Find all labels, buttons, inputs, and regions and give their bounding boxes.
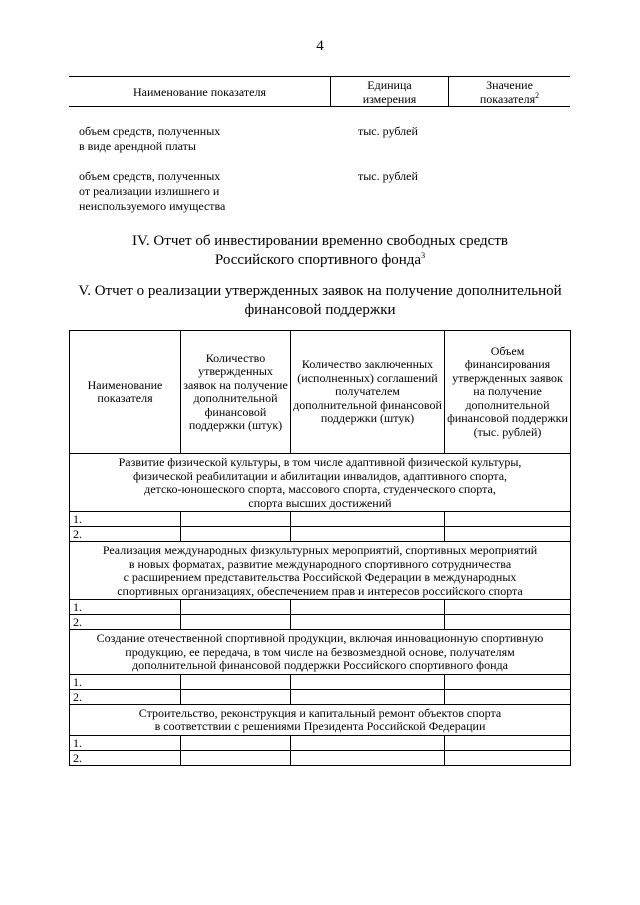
empty-cell[interactable]	[291, 689, 445, 704]
top-row-2-line2: от реализации излишнего и	[79, 184, 220, 198]
top-header-unit-line2: измерения	[362, 92, 417, 106]
row-label: 2.	[70, 750, 181, 765]
header-indicator-name: Наименование показателя	[70, 331, 181, 454]
category-3	[70, 630, 571, 675]
header-financing-volume: Объем финансирования утвержденных заявок на получение дополнительной финансовой поддержки (тыс. рублей)	[445, 331, 571, 454]
top-row-2-line1: объем средств, полученных	[79, 169, 221, 183]
category-row	[70, 454, 571, 512]
top-header-value-line2	[449, 92, 570, 106]
category-2-line1: Реализация международных физкультурных мероприятий, спортивных мероприятий	[102, 543, 538, 557]
row-label: 2.	[70, 615, 181, 630]
footnote-ref-2: 2	[535, 91, 540, 100]
section-5-title-line2: финансовой поддержки	[244, 302, 396, 318]
empty-cell[interactable]	[181, 735, 291, 750]
section-4-title-text: Российского спортивного фонда	[214, 252, 422, 268]
category-2-line4: спортивных организациях, обеспечением прав и интересов российского спорта	[117, 583, 523, 598]
section-5-title-line1: V. Отчет о реализации утвержденных заявок на получение дополнительной	[78, 283, 562, 299]
table-row	[70, 689, 571, 704]
row-label: 2.	[70, 527, 181, 542]
top-row-1-unit: тыс. рублей	[358, 124, 418, 138]
table-header-row	[70, 331, 571, 454]
table-row	[70, 600, 571, 615]
header-approved-applications: Количество утвержденных заявок на получение дополнительной финансовой поддержки (штук)	[181, 331, 291, 454]
category-2	[70, 542, 571, 600]
top-row-1-line2: в виде арендной платы	[79, 139, 196, 153]
table-row	[70, 615, 571, 630]
table-row	[70, 735, 571, 750]
empty-cell[interactable]	[445, 615, 571, 630]
category-1-line1: Развитие физической культуры, в том числе адаптивной физической культуры,	[118, 455, 522, 469]
category-2-line3: с расширением представительства Российской Федерации в международных	[123, 570, 517, 584]
category-1-line4: спорта высших достижений	[248, 495, 392, 510]
top-row-1-line1: объем средств, полученных	[79, 124, 221, 138]
section-4-title-line1: IV. Отчет об инвестировании временно свободных средств	[132, 233, 508, 249]
empty-cell[interactable]	[445, 600, 571, 615]
empty-cell[interactable]	[291, 527, 445, 542]
empty-cell[interactable]	[181, 615, 291, 630]
category-row	[70, 542, 571, 600]
top-header-unit-line1: Единица	[367, 78, 412, 92]
empty-cell[interactable]	[291, 750, 445, 765]
category-4-line1: Строительство, реконструкция и капитальный ремонт объектов спорта	[138, 705, 502, 720]
empty-cell[interactable]	[445, 689, 571, 704]
category-3-line2: продукцию, ее передача, в том числе на безвозмездной основе, получателям	[125, 644, 515, 659]
table-row	[70, 674, 571, 689]
row-label: 1.	[70, 512, 181, 527]
top-row-2-line3: неиспользуемого имущества	[79, 199, 226, 213]
empty-cell[interactable]	[181, 600, 291, 615]
category-row	[70, 704, 571, 735]
section-5-title	[60, 282, 580, 320]
empty-cell[interactable]	[445, 735, 571, 750]
empty-cell[interactable]	[291, 512, 445, 527]
empty-cell[interactable]	[181, 527, 291, 542]
top-row-1-name	[79, 124, 329, 154]
category-2-line2: в новых форматах, развитие международного спортивного сотрудничества	[128, 556, 512, 571]
section-4-title-line2	[60, 251, 580, 270]
top-header-value-line1: Значение	[486, 78, 533, 92]
section-4-title	[60, 232, 580, 270]
applications-report-table	[69, 330, 571, 766]
top-header-value-text: показателя	[479, 92, 536, 106]
empty-cell[interactable]	[445, 527, 571, 542]
empty-cell[interactable]	[291, 600, 445, 615]
row-label: 1.	[70, 674, 181, 689]
row-label: 2.	[70, 689, 181, 704]
category-3-line1: Создание отечественной спортивной продукции, включая инновационную спортивную	[96, 631, 544, 645]
top-row-2-name	[79, 169, 329, 214]
top-table-header-rule	[69, 106, 570, 107]
top-table-top-rule	[69, 76, 570, 77]
table-row	[70, 512, 571, 527]
top-row-2-unit: тыс. рублей	[358, 169, 418, 183]
category-4-line2: в соответствии с решениями Президента Российской Федерации	[154, 719, 486, 733]
row-label: 1.	[70, 600, 181, 615]
empty-cell[interactable]	[445, 674, 571, 689]
top-header-unit	[331, 78, 448, 106]
empty-cell[interactable]	[181, 512, 291, 527]
empty-cell[interactable]	[291, 735, 445, 750]
category-3-line3: дополнительной финансовой поддержки Российского спортивного фонда	[132, 658, 508, 672]
top-header-value	[449, 78, 570, 106]
row-label: 1.	[70, 735, 181, 750]
footnote-ref-3: 3	[421, 251, 426, 260]
category-1-line2: физической реабилитации и абилитации инвалидов, адаптивного спорта,	[132, 468, 508, 483]
category-4	[70, 704, 571, 735]
category-1	[70, 454, 571, 512]
empty-cell[interactable]	[445, 512, 571, 527]
header-concluded-agreements: Количество заключенных (исполненных) соглашений получателем дополнительной финансовой поддержки (штук)	[291, 331, 445, 454]
top-header-name: Наименование показателя	[133, 85, 266, 99]
empty-cell[interactable]	[291, 674, 445, 689]
table-row	[70, 750, 571, 765]
empty-cell[interactable]	[181, 689, 291, 704]
empty-cell[interactable]	[181, 674, 291, 689]
empty-cell[interactable]	[445, 750, 571, 765]
table-row	[70, 527, 571, 542]
empty-cell[interactable]	[181, 750, 291, 765]
empty-cell[interactable]	[291, 615, 445, 630]
category-row	[70, 630, 571, 675]
page-number: 4	[316, 38, 324, 54]
category-1-line3: детско-юношеского спорта, массового спорта, студенческого спорта,	[144, 482, 496, 496]
